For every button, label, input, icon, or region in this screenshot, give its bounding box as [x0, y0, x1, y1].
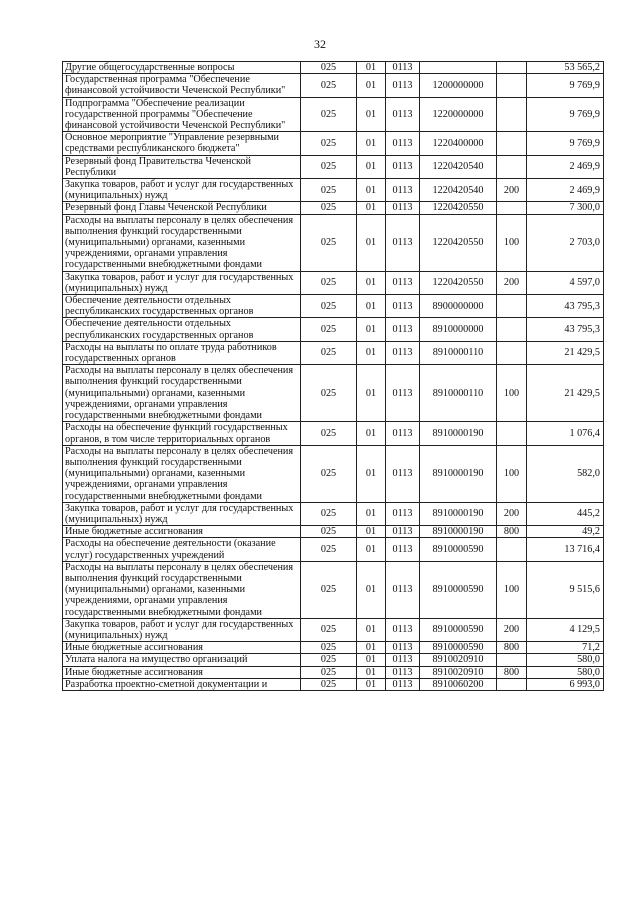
table-row [63, 295, 604, 318]
table-row [63, 678, 604, 690]
subsection-code-cell: 0113 [386, 561, 420, 618]
table-row [63, 538, 604, 561]
row-name-cell: Основное мероприятие "Управление резервными средствами республиканского бюджета" [63, 132, 301, 155]
expense-type-cell: 100 [497, 445, 527, 502]
amount-cell: 13 716,4 [527, 538, 604, 561]
table-row [63, 445, 604, 502]
section-code-cell: 01 [357, 526, 386, 538]
expense-type-cell [497, 295, 527, 318]
amount-cell: 582,0 [527, 445, 604, 502]
page-number: 32 [314, 37, 326, 51]
section-code-cell: 01 [357, 445, 386, 502]
table-row [63, 318, 604, 341]
row-name-cell: Расходы на выплаты персоналу в целях обеспечения выполнения функций государственными (муниципальными) органами, казенными учреждениями, органами управления государственными внебюджетными фондами [63, 561, 301, 618]
amount-cell: 2 469,9 [527, 179, 604, 202]
section-code-cell: 01 [357, 214, 386, 271]
amount-cell: 53 565,2 [527, 62, 604, 74]
subsection-code-cell: 0113 [386, 341, 420, 364]
target-code-cell: 8910060200 [420, 678, 497, 690]
expense-type-cell: 200 [497, 618, 527, 641]
table-row [63, 365, 604, 422]
amount-cell: 9 515,6 [527, 561, 604, 618]
expense-type-cell [497, 678, 527, 690]
amount-cell: 4 129,5 [527, 618, 604, 641]
expense-type-cell: 800 [497, 666, 527, 678]
amount-cell: 1 076,4 [527, 422, 604, 445]
expense-type-cell [497, 202, 527, 214]
row-name-cell: Обеспечение деятельности отдельных республиканских государственных органов [63, 295, 301, 318]
ministry-code-cell: 025 [301, 341, 357, 364]
ministry-code-cell: 025 [301, 678, 357, 690]
section-code-cell: 01 [357, 422, 386, 445]
amount-cell: 49,2 [527, 526, 604, 538]
target-code-cell: 1200000000 [420, 74, 497, 97]
table-row [63, 654, 604, 666]
target-code-cell: 8910000590 [420, 642, 497, 654]
table-row [63, 618, 604, 641]
table-row [63, 62, 604, 74]
row-name-cell: Резервный фонд Правительства Чеченской Республики [63, 155, 301, 178]
ministry-code-cell: 025 [301, 561, 357, 618]
amount-cell: 580,0 [527, 654, 604, 666]
subsection-code-cell: 0113 [386, 271, 420, 294]
target-code-cell: 8910000590 [420, 561, 497, 618]
ministry-code-cell: 025 [301, 214, 357, 271]
subsection-code-cell: 0113 [386, 526, 420, 538]
subsection-code-cell: 0113 [386, 62, 420, 74]
target-code-cell: 1220420550 [420, 202, 497, 214]
subsection-code-cell: 0113 [386, 445, 420, 502]
expense-type-cell [497, 155, 527, 178]
subsection-code-cell: 0113 [386, 422, 420, 445]
section-code-cell: 01 [357, 295, 386, 318]
target-code-cell: 8910020910 [420, 654, 497, 666]
expense-type-cell [497, 132, 527, 155]
amount-cell: 71,2 [527, 642, 604, 654]
expense-type-cell: 800 [497, 526, 527, 538]
expense-type-cell [497, 74, 527, 97]
amount-cell: 21 429,5 [527, 341, 604, 364]
amount-cell: 2 703,0 [527, 214, 604, 271]
expense-type-cell [497, 341, 527, 364]
expense-type-cell: 200 [497, 271, 527, 294]
target-code-cell: 1220420540 [420, 179, 497, 202]
ministry-code-cell: 025 [301, 445, 357, 502]
row-name-cell: Расходы на выплаты персоналу в целях обеспечения выполнения функций государственными (муниципальными) органами, казенными учреждениями, органами управления государственными внебюджетными фондами [63, 214, 301, 271]
amount-cell: 445,2 [527, 502, 604, 525]
ministry-code-cell: 025 [301, 618, 357, 641]
ministry-code-cell: 025 [301, 271, 357, 294]
target-code-cell: 8910000590 [420, 618, 497, 641]
section-code-cell: 01 [357, 74, 386, 97]
ministry-code-cell: 025 [301, 422, 357, 445]
table-row [63, 214, 604, 271]
section-code-cell: 01 [357, 618, 386, 641]
target-code-cell: 8910000110 [420, 341, 497, 364]
subsection-code-cell: 0113 [386, 74, 420, 97]
section-code-cell: 01 [357, 678, 386, 690]
target-code-cell: 8910000000 [420, 318, 497, 341]
expense-type-cell [497, 538, 527, 561]
subsection-code-cell: 0113 [386, 618, 420, 641]
row-name-cell: Другие общегосударственные вопросы [63, 62, 301, 74]
row-name-cell: Расходы на выплаты персоналу в целях обеспечения выполнения функций государственными (муниципальными) органами, казенными учреждениями, органами управления государственными внебюджетными фондами [63, 445, 301, 502]
ministry-code-cell: 025 [301, 666, 357, 678]
ministry-code-cell: 025 [301, 365, 357, 422]
expense-type-cell [497, 654, 527, 666]
expense-type-cell [497, 422, 527, 445]
subsection-code-cell: 0113 [386, 155, 420, 178]
target-code-cell: 8910000590 [420, 538, 497, 561]
subsection-code-cell: 0113 [386, 132, 420, 155]
row-name-cell: Подпрограмма "Обеспечение реализации государственной программы "Обеспечение финансовой устойчивости Чеченской Республики" [63, 97, 301, 132]
subsection-code-cell: 0113 [386, 97, 420, 132]
section-code-cell: 01 [357, 155, 386, 178]
row-name-cell: Уплата налога на имущество организаций [63, 654, 301, 666]
table-row [63, 97, 604, 132]
expense-type-cell [497, 318, 527, 341]
row-name-cell: Расходы на выплаты по оплате труда работников государственных органов [63, 341, 301, 364]
section-code-cell: 01 [357, 538, 386, 561]
ministry-code-cell: 025 [301, 642, 357, 654]
row-name-cell: Расходы на выплаты персоналу в целях обеспечения выполнения функций государственными (муниципальными) органами, казенными учреждениями, органами управления государственными внебюджетными фондами [63, 365, 301, 422]
amount-cell: 9 769,9 [527, 74, 604, 97]
ministry-code-cell: 025 [301, 202, 357, 214]
amount-cell: 9 769,9 [527, 97, 604, 132]
table-row [63, 642, 604, 654]
section-code-cell: 01 [357, 502, 386, 525]
section-code-cell: 01 [357, 97, 386, 132]
budget-table-body [63, 62, 604, 691]
amount-cell: 21 429,5 [527, 365, 604, 422]
amount-cell: 580,0 [527, 666, 604, 678]
amount-cell: 9 769,9 [527, 132, 604, 155]
section-code-cell: 01 [357, 202, 386, 214]
target-code-cell: 8910000110 [420, 365, 497, 422]
section-code-cell: 01 [357, 561, 386, 618]
table-row [63, 155, 604, 178]
ministry-code-cell: 025 [301, 132, 357, 155]
table-row [63, 74, 604, 97]
section-code-cell: 01 [357, 365, 386, 422]
table-row [63, 666, 604, 678]
subsection-code-cell: 0113 [386, 179, 420, 202]
target-code-cell: 1220000000 [420, 97, 497, 132]
table-row [63, 341, 604, 364]
section-code-cell: 01 [357, 62, 386, 74]
ministry-code-cell: 025 [301, 97, 357, 132]
row-name-cell: Обеспечение деятельности отдельных республиканских государственных органов [63, 318, 301, 341]
expense-type-cell: 800 [497, 642, 527, 654]
budget-table [62, 61, 604, 691]
ministry-code-cell: 025 [301, 74, 357, 97]
row-name-cell: Закупка товаров, работ и услуг для государственных (муниципальных) нужд [63, 618, 301, 641]
table-row [63, 132, 604, 155]
ministry-code-cell: 025 [301, 155, 357, 178]
subsection-code-cell: 0113 [386, 214, 420, 271]
table-row [63, 526, 604, 538]
section-code-cell: 01 [357, 271, 386, 294]
ministry-code-cell: 025 [301, 502, 357, 525]
row-name-cell: Разработка проектно-сметной документации и [63, 678, 301, 690]
ministry-code-cell: 025 [301, 62, 357, 74]
row-name-cell: Закупка товаров, работ и услуг для государственных (муниципальных) нужд [63, 502, 301, 525]
subsection-code-cell: 0113 [386, 538, 420, 561]
subsection-code-cell: 0113 [386, 654, 420, 666]
subsection-code-cell: 0113 [386, 202, 420, 214]
amount-cell: 4 597,0 [527, 271, 604, 294]
target-code-cell: 1220420540 [420, 155, 497, 178]
section-code-cell: 01 [357, 654, 386, 666]
table-row [63, 422, 604, 445]
expense-type-cell [497, 62, 527, 74]
section-code-cell: 01 [357, 132, 386, 155]
section-code-cell: 01 [357, 318, 386, 341]
section-code-cell: 01 [357, 341, 386, 364]
subsection-code-cell: 0113 [386, 295, 420, 318]
ministry-code-cell: 025 [301, 654, 357, 666]
subsection-code-cell: 0113 [386, 642, 420, 654]
expense-type-cell: 200 [497, 179, 527, 202]
row-name-cell: Иные бюджетные ассигнования [63, 666, 301, 678]
target-code-cell [420, 62, 497, 74]
expense-type-cell: 200 [497, 502, 527, 525]
row-name-cell: Иные бюджетные ассигнования [63, 642, 301, 654]
expense-type-cell: 100 [497, 214, 527, 271]
row-name-cell: Расходы на обеспечение функций государственных органов, в том числе территориальных органов [63, 422, 301, 445]
target-code-cell: 1220420550 [420, 271, 497, 294]
expense-type-cell: 100 [497, 561, 527, 618]
table-row [63, 179, 604, 202]
expense-type-cell [497, 97, 527, 132]
subsection-code-cell: 0113 [386, 666, 420, 678]
table-row [63, 202, 604, 214]
amount-cell: 7 300,0 [527, 202, 604, 214]
row-name-cell: Расходы на обеспечение деятельности (оказание услуг) государственных учреждений [63, 538, 301, 561]
row-name-cell: Закупка товаров, работ и услуг для государственных (муниципальных) нужд [63, 179, 301, 202]
amount-cell: 43 795,3 [527, 318, 604, 341]
target-code-cell: 8910000190 [420, 502, 497, 525]
target-code-cell: 8900000000 [420, 295, 497, 318]
ministry-code-cell: 025 [301, 538, 357, 561]
subsection-code-cell: 0113 [386, 365, 420, 422]
amount-cell: 43 795,3 [527, 295, 604, 318]
ministry-code-cell: 025 [301, 295, 357, 318]
row-name-cell: Иные бюджетные ассигнования [63, 526, 301, 538]
ministry-code-cell: 025 [301, 179, 357, 202]
target-code-cell: 1220420550 [420, 214, 497, 271]
row-name-cell: Государственная программа "Обеспечение финансовой устойчивости Чеченской Республики" [63, 74, 301, 97]
row-name-cell: Закупка товаров, работ и услуг для государственных (муниципальных) нужд [63, 271, 301, 294]
expense-type-cell: 100 [497, 365, 527, 422]
table-row [63, 502, 604, 525]
target-code-cell: 8910000190 [420, 526, 497, 538]
target-code-cell: 1220400000 [420, 132, 497, 155]
section-code-cell: 01 [357, 179, 386, 202]
subsection-code-cell: 0113 [386, 318, 420, 341]
subsection-code-cell: 0113 [386, 502, 420, 525]
section-code-cell: 01 [357, 666, 386, 678]
row-name-cell: Резервный фонд Главы Чеченской Республики [63, 202, 301, 214]
table-row [63, 271, 604, 294]
target-code-cell: 8910000190 [420, 422, 497, 445]
section-code-cell: 01 [357, 642, 386, 654]
subsection-code-cell: 0113 [386, 678, 420, 690]
table-row [63, 561, 604, 618]
amount-cell: 6 993,0 [527, 678, 604, 690]
ministry-code-cell: 025 [301, 526, 357, 538]
ministry-code-cell: 025 [301, 318, 357, 341]
target-code-cell: 8910020910 [420, 666, 497, 678]
amount-cell: 2 469,9 [527, 155, 604, 178]
target-code-cell: 8910000190 [420, 445, 497, 502]
